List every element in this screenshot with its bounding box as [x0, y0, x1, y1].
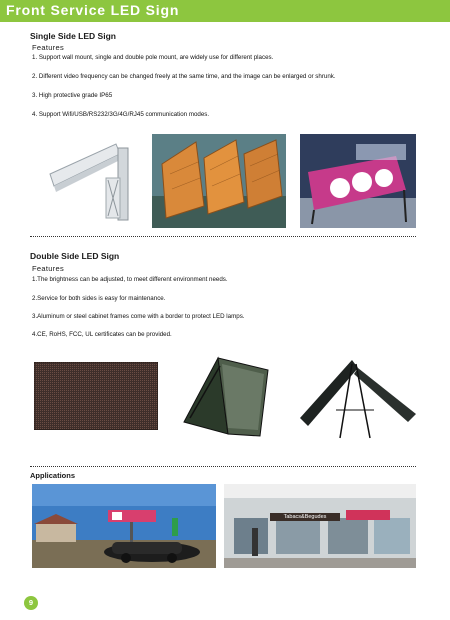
photo-cabinet-frames [152, 134, 286, 228]
double-side-title: Double Side LED Sign [30, 251, 120, 261]
divider-2 [30, 466, 416, 467]
single-feature-1: 1. Support wall mount, single and double pole mount, are widely use for different places. [32, 54, 274, 61]
photo-wall-mount-sign [36, 134, 146, 228]
double-feature-1: 1.The brightness can be adjusted, to meet different environment needs. [32, 276, 228, 283]
double-feature-2: 2.Service for both sides is easy for maintenance. [32, 295, 166, 302]
photo-a-frame-sign [296, 352, 418, 440]
page-number-badge: 9 [24, 596, 38, 610]
photo-led-module [34, 362, 158, 430]
single-feature-4: 4. Support Wifi/USB/RS232/3G/4G/RJ45 communication modes. [32, 111, 210, 118]
single-feature-2: 2. Different video frequency can be changed freely at the same time, and the image can be enlarged or shrunk. [32, 73, 336, 80]
page-title: Front Service LED Sign [6, 2, 180, 18]
photo-application-outdoor [32, 484, 216, 568]
double-feature-4: 4.CE, RoHS, FCC, UL certificates can be provided. [32, 331, 172, 338]
single-feature-3: 3. High protective grade IP65 [32, 92, 113, 99]
photo-double-side-sign [178, 352, 272, 440]
storefront-sign-text: Tabacs&Begudes [270, 513, 340, 521]
single-side-title: Single Side LED Sign [30, 31, 116, 41]
photo-open-display-sign [300, 134, 416, 228]
divider-1 [30, 236, 416, 237]
photo-application-storefront [224, 484, 416, 568]
double-side-features-label: Features [32, 264, 64, 273]
single-side-features-label: Features [32, 43, 64, 52]
double-feature-3: 3.Aluminum or steel cabinet frames come with a border to protect LED lamps. [32, 313, 245, 320]
applications-label: Applications [30, 471, 76, 480]
